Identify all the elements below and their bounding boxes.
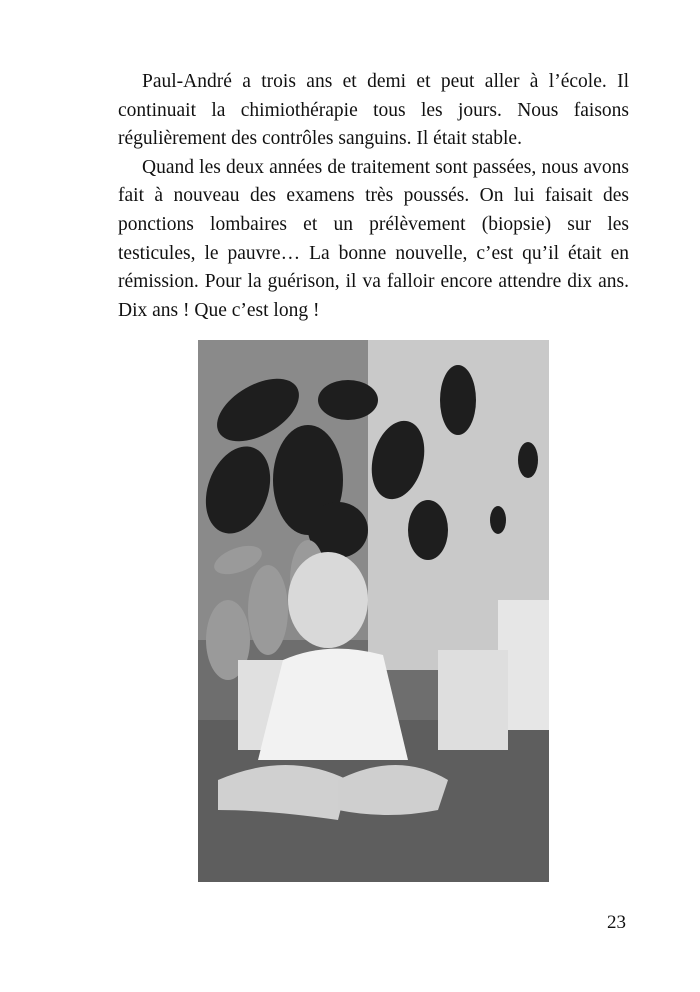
text-line: testicules, le pauvre… La bonne nouvelle, c’est qu’il était en	[118, 242, 629, 264]
text-line: continuait la chimiothérapie tous les jours. Nous faisons	[118, 99, 629, 121]
text-line: régulièrement des contrôles sanguins. Il était stable.	[118, 128, 522, 150]
page-number: 23	[607, 912, 626, 933]
paragraph-1	[118, 68, 629, 154]
text-line: Dix ans ! Que c’est long !	[118, 299, 320, 321]
paragraph-2	[118, 154, 629, 326]
text-line: fait à nouveau des examens très poussés. On lui faisait des	[118, 185, 629, 207]
text-line: ponctions lombaires et un prélèvement (biopsie) sur les	[118, 213, 629, 235]
text-line: Quand les deux années de traitement sont passées, nous avons	[142, 156, 629, 178]
photo-child-with-plants	[198, 340, 549, 882]
text-line: rémission. Pour la guérison, il va falloir encore attendre dix ans.	[118, 271, 629, 293]
text-line: Paul-André a trois ans et demi et peut aller à l’école. Il	[142, 71, 629, 92]
body-text	[118, 68, 629, 325]
photo-image	[198, 340, 549, 882]
